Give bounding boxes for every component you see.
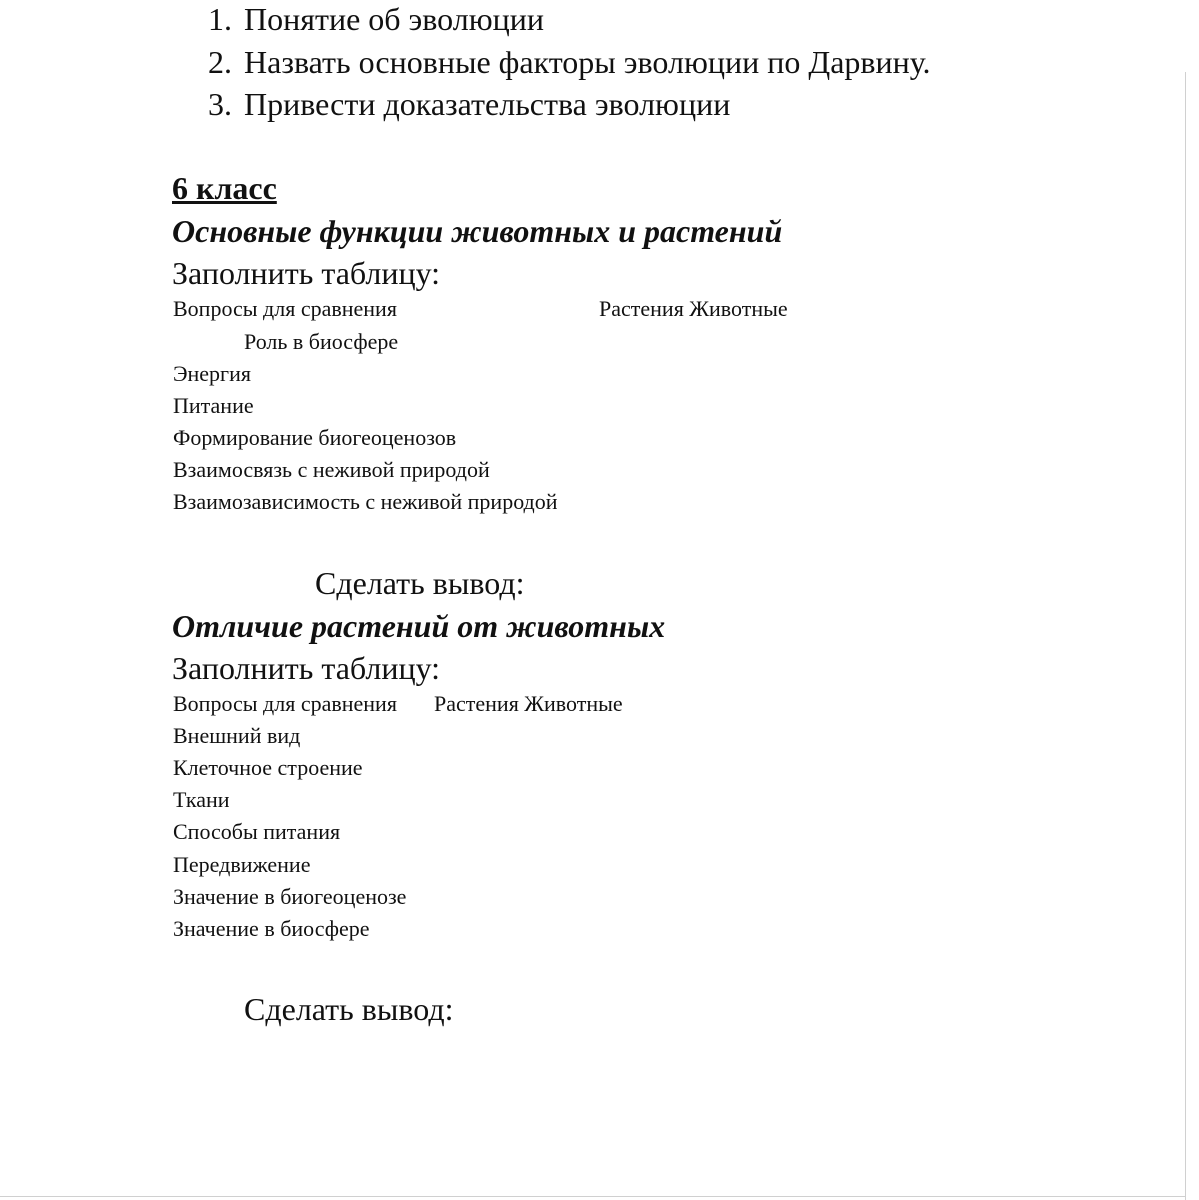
list-number: 2.	[208, 44, 232, 80]
table-header-columns: Растения Животные	[434, 691, 623, 716]
list-number: 3.	[208, 86, 232, 122]
page-edge-bottom	[0, 1196, 1186, 1197]
table-row: Взаимосвязь с неживой природой	[173, 457, 490, 482]
table-header-label: Вопросы для сравнения	[173, 691, 397, 716]
table-row: Значение в биогеоценозе	[173, 884, 407, 909]
table-row: Клеточное строение	[173, 755, 363, 780]
conclusion-prompt: Сделать вывод:	[315, 565, 525, 601]
table-row: Роль в биосфере	[244, 329, 399, 354]
conclusion-prompt: Сделать вывод:	[244, 991, 454, 1027]
table-row: Энергия	[173, 361, 251, 386]
table-row: Взаимозависимость с неживой природой	[173, 489, 558, 514]
table-row: Питание	[173, 393, 254, 418]
grade-heading: 6 класс	[172, 170, 277, 206]
list-text: Назвать основные факторы эволюции по Дарвину.	[244, 44, 931, 80]
table-row: Формирование биогеоценозов	[173, 425, 457, 450]
table-row: Внешний вид	[173, 723, 301, 748]
list-text: Привести доказательства эволюции	[244, 86, 731, 122]
table-header-columns: Растения Животные	[599, 296, 788, 321]
task-instruction: Заполнить таблицу:	[172, 255, 441, 291]
list-item	[208, 46, 931, 78]
list-text: Понятие об эволюции	[244, 1, 544, 37]
table-row: Передвижение	[173, 852, 311, 877]
section-title: Основные функции животных и растений	[172, 213, 783, 249]
table-row: Значение в биосфере	[173, 916, 370, 941]
section-title: Отличие растений от животных	[172, 608, 666, 644]
table-row: Ткани	[173, 787, 230, 812]
list-number: 1.	[208, 1, 232, 37]
table-row: Способы питания	[173, 819, 341, 844]
list-item	[208, 88, 730, 120]
list-item	[208, 3, 544, 35]
table-header-label: Вопросы для сравнения	[173, 296, 397, 321]
task-instruction: Заполнить таблицу:	[172, 650, 441, 686]
page-edge-right	[1185, 72, 1186, 1200]
